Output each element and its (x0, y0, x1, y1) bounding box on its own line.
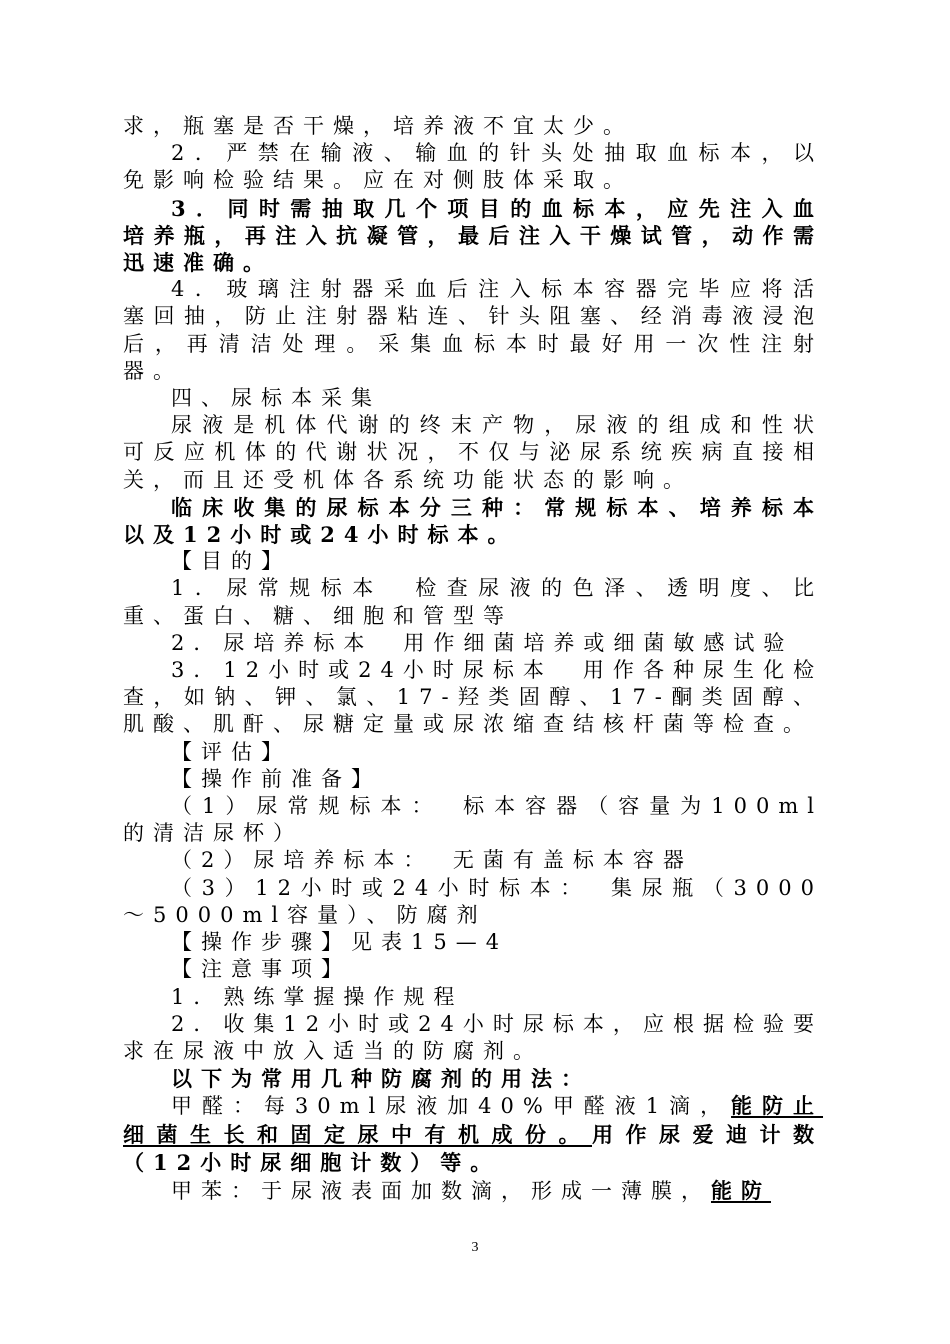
paragraph: 【目的】 (171, 549, 291, 574)
paragraph: 3．12小时或24小时尿标本 用作各种尿生化检查，如钠、钾、氯、17-羟类固醇、17-酮类固醇、肌酸、肌酐、尿糖定量或尿浓缩查结核杆菌等检查。 (123, 658, 823, 737)
paragraph: 尿液是机体代谢的终末产物，尿液的组成和性状可反应机体的代谢状况，不仅与泌尿系统疾病直接相关，而且还受机体各系统功能状态的影响。 (123, 413, 823, 492)
paragraph: 3．同时需抽取几个项目的血标本，应先注入血培养瓶，再注入抗凝管，最后注入干燥试管，动作需迅速准确。 (123, 195, 823, 276)
paragraph: 2．尿培养标本 用作细菌培养或细菌敏感试验 (171, 630, 794, 655)
paragraph: 以下为常用几种防腐剂的用法： (171, 1066, 591, 1092)
paragraph: 2．严禁在输液、输血的针头处抽取血标本，以免影响检验结果。应在对侧肢体采取。 (123, 141, 823, 193)
paragraph: 2．收集12小时或24小时尿标本，应根据检验要求在尿液中放入适当的防腐剂。 (123, 1011, 823, 1063)
paragraph: 临床收集的尿标本分三种：常规标本、培养标本以及12小时或24小时标本。 (123, 494, 823, 548)
paragraph: 四、尿标本采集 (171, 386, 381, 411)
formaldehyde-tail: 用作尿爱迪计数（12小时尿细胞计数）等。 (123, 1121, 823, 1175)
paragraph: 【注意事项】 (171, 957, 351, 982)
paragraph: 【操作步骤】见表15—4 (171, 930, 509, 955)
formaldehyde-lead: 甲醛：每30ml尿液加40%甲醛液1滴， (171, 1094, 732, 1119)
paragraph: 求，瓶塞是否干燥，培养液不宜太少。 (123, 114, 633, 138)
paragraph: （3）12小时或24小时标本： 集尿瓶（3000～5000ml容量）、防腐剂 (123, 875, 823, 927)
formaldehyde-underlined: 能防止细菌生长和固定尿中有机成份。 (123, 1093, 824, 1147)
paragraph: 1．尿常规标本 检查尿液的色泽、透明度、比重、蛋白、糖、细胞和管型等 (123, 576, 823, 628)
toluene-underlined: 能防 (711, 1177, 771, 1203)
body-text (123, 113, 823, 1205)
paragraph-formaldehyde (123, 1092, 823, 1177)
paragraph: 4．玻璃注射器采血后注入标本容器完毕应将活塞回抽，防止注射器粘连、针头阻塞、经消毒液浸泡后，再清洁处理。采集血标本时最好用一次性注射器。 (123, 277, 823, 383)
paragraph: （2）尿培养标本： 无菌有盖标本容器 (171, 848, 693, 873)
page-number: 3 (471, 1240, 479, 1255)
paragraph: 1．熟练掌握操作规程 (171, 984, 464, 1009)
toluene-lead: 甲苯：于尿液表面加数滴，形成一薄膜， (171, 1178, 711, 1203)
paragraph-toluene (123, 1177, 823, 1205)
paragraph: （1）尿常规标本： 标本容器（容量为100ml的清洁尿杯） (123, 794, 823, 846)
paragraph: 【操作前准备】 (171, 766, 381, 791)
paragraph: 【评估】 (171, 739, 291, 764)
